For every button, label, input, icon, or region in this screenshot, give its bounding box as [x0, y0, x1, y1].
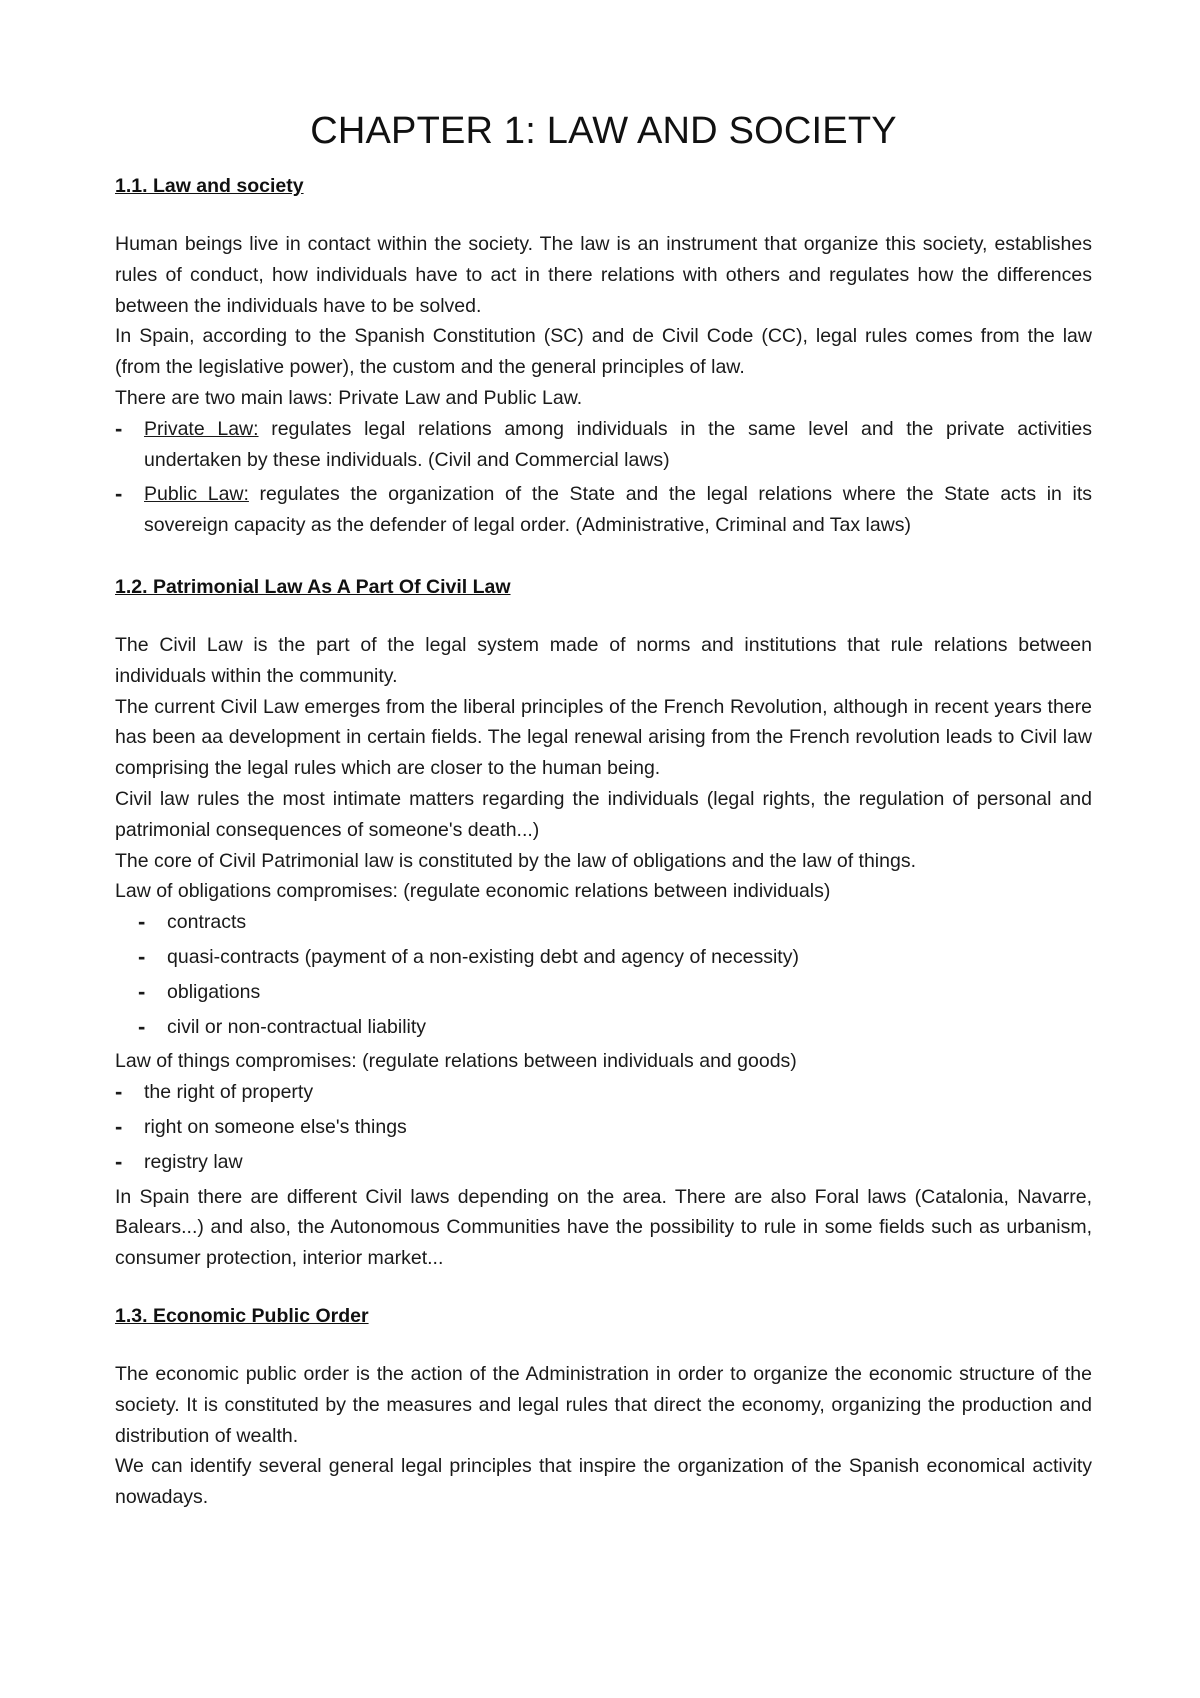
term-description: regulates the organization of the State and the legal relations where the State acts in its sovereign capacity as the defender of legal order. (Administrative, Criminal and Tax laws)	[144, 483, 1093, 537]
paragraph: Law of obligations compromises: (regulate economic relations between individuals)	[115, 880, 831, 903]
paragraph: Human beings live in contact within the society. The law is an instrument that organize this society, establishes rules of conduct, how individuals have to act in there relations with others and regulates how the differences between the individuals have to be solved.	[115, 233, 1092, 317]
term-label: Public Law:	[144, 483, 249, 506]
list-item: - obligations	[115, 977, 1092, 1008]
list-item: - civil or non-contractual liability	[115, 1012, 1092, 1043]
term-description: regulates legal relations among individuals in the same level and the private activities undertaken by these individuals. (Civil and Commercial laws)	[144, 417, 1092, 471]
paragraph: Law of things compromises: (regulate relations between individuals and goods)	[115, 1050, 797, 1073]
section-heading: 1.3. Economic Public Order	[115, 1304, 369, 1327]
list-item: - contracts	[115, 907, 1092, 938]
paragraph: The economic public order is the action of the Administration in order to organize the economic structure of the society. It is constituted by the measures and legal rules that direct the economy, organizing the production and distribution of wealth.	[115, 1362, 1092, 1447]
paragraph: Civil law rules the most intimate matters regarding the individuals (legal rights, the regulation of personal and patrimonial consequences of someone's death...)	[115, 787, 1092, 841]
section-heading: 1.1. Law and society	[115, 175, 304, 197]
obligations-list	[115, 907, 1092, 1042]
list-item	[115, 479, 1092, 541]
paragraph: The Civil Law is the part of the legal system made of norms and institutions that rule relations between individuals within the community.	[115, 633, 1092, 687]
paragraph: The current Civil Law emerges from the liberal principles of the French Revolution, although in recent years there has been aa development in certain fields. The legal renewal arising from the French revolution leads to Civil law comprising the legal rules which are closer to the human being.	[115, 695, 1092, 780]
list-item: - quasi-contracts (payment of a non-existing debt and agency of necessity)	[115, 942, 1092, 973]
section-heading: 1.2. Patrimonial Law As A Part Of Civil Law	[115, 575, 511, 598]
law-types-list	[115, 414, 1092, 541]
list-item: - the right of property	[115, 1077, 1092, 1108]
paragraph: There are two main laws: Private Law and Public Law.	[115, 386, 583, 409]
list-item: - registry law	[115, 1147, 1092, 1178]
page-title: CHAPTER 1: LAW AND SOCIETY	[310, 110, 897, 152]
list-item: - right on someone else's things	[115, 1112, 1092, 1143]
paragraph: The core of Civil Patrimonial law is constituted by the law of obligations and the law of things.	[115, 849, 916, 872]
paragraph: In Spain there are different Civil laws depending on the area. There are also Foral laws (Catalonia, Navarre, Balears...) and also, the Autonomous Communities have the possibility to rule in some fields such as urbanism, consumer protection, interior market...	[115, 1185, 1092, 1270]
section-economic-public-order	[115, 1305, 1092, 1513]
section-law-and-society	[115, 175, 1092, 541]
paragraph: We can identify several general legal principles that inspire the organization of the Spanish economical activity nowadays.	[115, 1455, 1092, 1509]
term-label: Private Law:	[144, 417, 259, 440]
list-item	[115, 414, 1092, 476]
document-page	[115, 110, 1092, 1513]
things-list	[115, 1077, 1092, 1177]
paragraph: In Spain, according to the Spanish Constitution (SC) and de Civil Code (CC), legal rules comes from the law (from the legislative power), the custom and the general principles of law.	[115, 325, 1092, 379]
section-patrimonial-law	[115, 576, 1092, 1274]
